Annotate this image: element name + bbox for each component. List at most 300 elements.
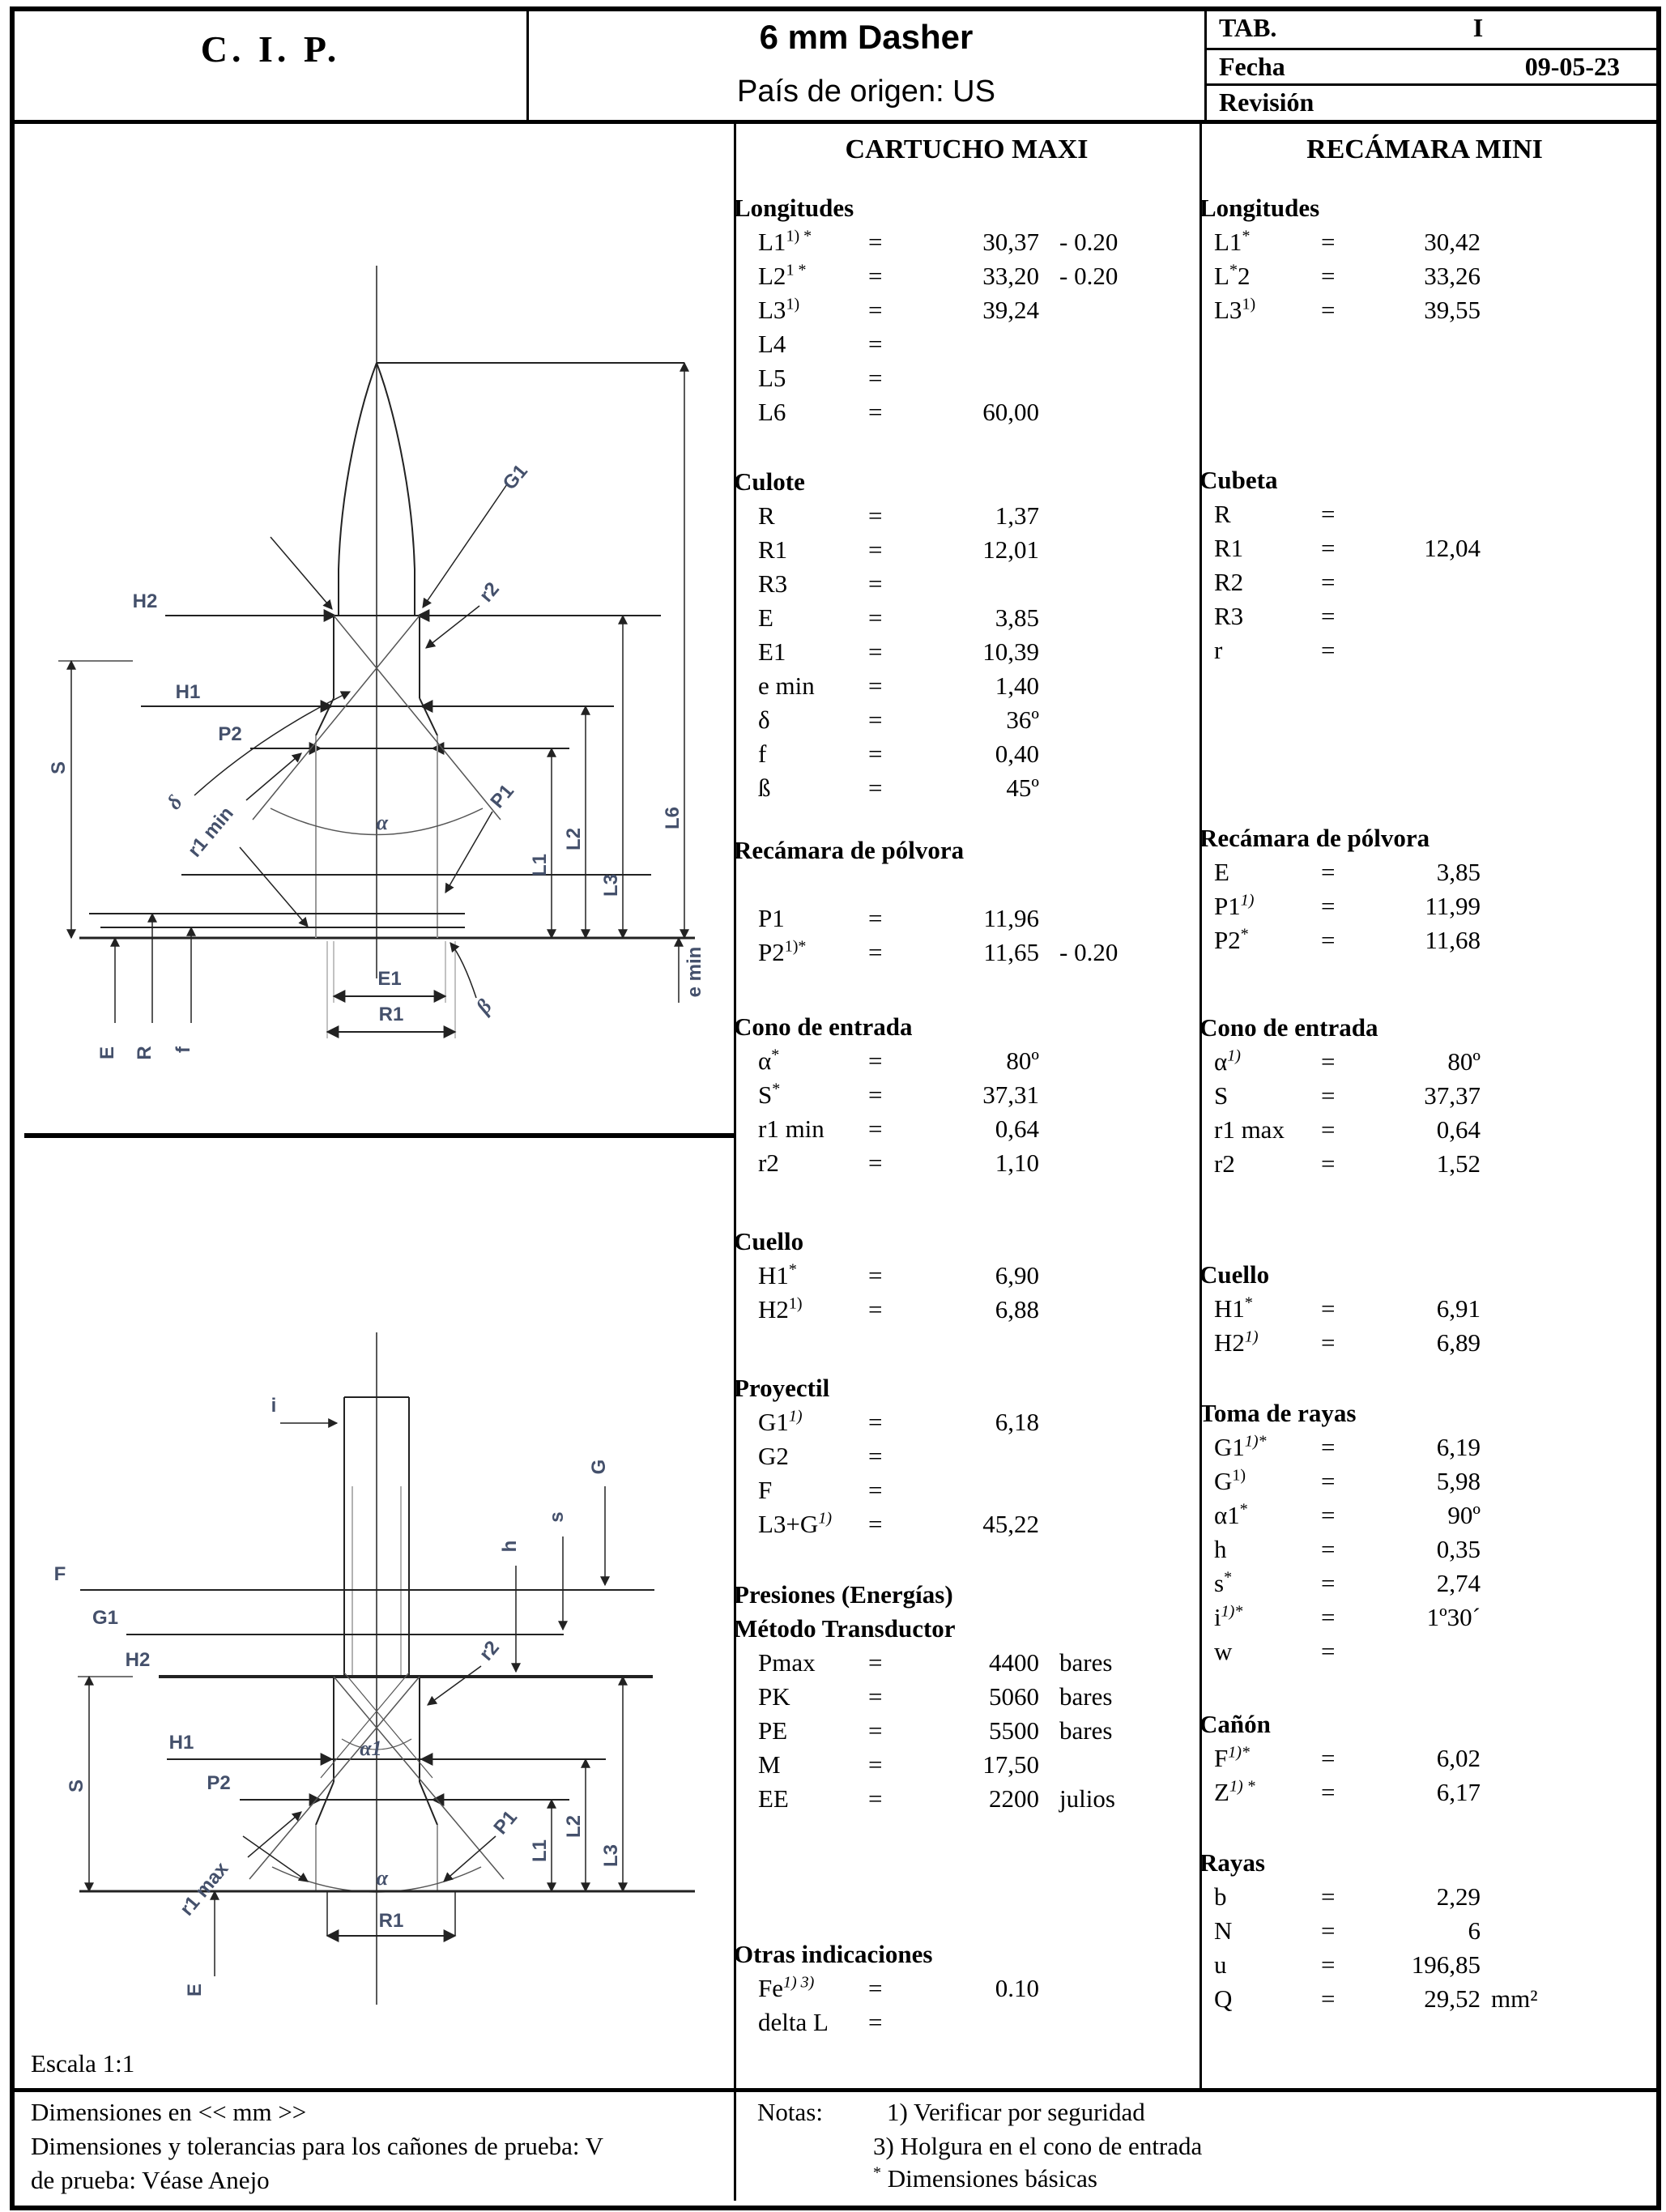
- cartridge-title: 6 mm Dasher: [759, 18, 974, 56]
- dimension-label: α1*: [1214, 1500, 1248, 1529]
- equals-sign: =: [868, 1974, 883, 2002]
- dimension-label: F: [758, 1476, 773, 1504]
- dimension-value: 1,10: [995, 1149, 1039, 1177]
- drawing-dimension-label: r1 min: [183, 802, 238, 862]
- drawing-dimension-label: G1: [92, 1607, 119, 1629]
- spec-row: [1199, 1045, 1650, 1079]
- spec-row: [1199, 1634, 1650, 1669]
- equals-sign: =: [1321, 1744, 1336, 1772]
- dimension-label: G2: [758, 1442, 789, 1470]
- spec-section: [1199, 1011, 1650, 1181]
- dimension-label: $L1^{1) *}$: [758, 227, 812, 256]
- dimension-value: 6,90: [995, 1261, 1039, 1289]
- equals-sign: =: [868, 739, 883, 768]
- tolerance-or-unit: mm²: [1491, 1984, 1538, 2013]
- spec-row: [734, 1112, 1199, 1146]
- spec-row: [1199, 1948, 1650, 1982]
- equals-sign: =: [868, 1750, 883, 1779]
- equals-sign: =: [1321, 1535, 1336, 1563]
- dimension-label: r: [1214, 636, 1223, 664]
- dimension-label: $L2^{1 *}$: [758, 261, 807, 290]
- drawing-dimension-label: P1: [486, 780, 519, 813]
- dimension-value: 0,64: [995, 1115, 1039, 1143]
- equals-sign: =: [1321, 1950, 1336, 1979]
- dimension-value: 12,04: [1424, 534, 1481, 562]
- tolerance-or-unit: julios: [1059, 1784, 1115, 1813]
- equals-sign: =: [868, 2008, 883, 2036]
- spec-row: [734, 1293, 1199, 1327]
- spec-row: [734, 499, 1199, 533]
- spec-row: [1199, 1880, 1650, 1914]
- equals-sign: =: [868, 1784, 883, 1813]
- dimension-value: 33,20: [982, 262, 1039, 290]
- equals-sign: =: [868, 228, 883, 256]
- equals-sign: =: [1321, 500, 1336, 528]
- equals-sign: =: [868, 1115, 883, 1143]
- dimension-value: 1º30´: [1426, 1603, 1481, 1631]
- drawing-dimension-label: H2: [125, 1649, 151, 1671]
- spec-section: [1199, 821, 1650, 957]
- equals-sign: =: [868, 296, 883, 324]
- footer-divider: [734, 2088, 736, 2201]
- dimension-value: 10,39: [982, 637, 1039, 666]
- drawing-dimension-label: e min: [684, 946, 705, 998]
- equals-sign: =: [1321, 228, 1336, 256]
- drawing-dimension-label: h: [499, 1540, 521, 1553]
- equals-sign: =: [1321, 636, 1336, 664]
- spec-row: [734, 259, 1199, 293]
- section-heading: Cubeta: [1199, 466, 1278, 494]
- tolerance-or-unit: bares: [1059, 1716, 1113, 1745]
- dimension-value: 1,40: [995, 671, 1039, 700]
- cartucho-maxi-drawing: [11, 120, 734, 1133]
- spec-row: [734, 225, 1199, 259]
- drawing-dimension-label: f: [173, 1046, 194, 1053]
- dimension-value: 39,55: [1424, 296, 1481, 324]
- dimension-label: R3: [1214, 602, 1244, 630]
- equals-sign: =: [1321, 1984, 1336, 2013]
- dimension-value: 30,37: [982, 228, 1039, 256]
- drawing-dimension-label: G: [588, 1459, 610, 1475]
- equals-sign: =: [868, 1408, 883, 1436]
- dimension-label: L*2: [1214, 261, 1251, 290]
- dimension-value: 1,37: [995, 501, 1039, 530]
- dimension-value: 6: [1468, 1916, 1481, 1945]
- drawing-dimension-label: r2: [475, 1636, 504, 1665]
- footer-separator-line: [10, 2088, 1656, 2092]
- dimension-value: 45º: [1006, 774, 1039, 802]
- equals-sign: =: [868, 501, 883, 530]
- dimension-value: 2,29: [1436, 1882, 1481, 1911]
- dimension-label: $Z^{1) *}$: [1214, 1777, 1255, 1806]
- dimension-value: 45,22: [982, 1510, 1039, 1538]
- equals-sign: =: [1321, 1328, 1336, 1357]
- spec-row: [734, 361, 1199, 395]
- spec-row: [734, 1146, 1199, 1180]
- spec-section: [1199, 191, 1650, 327]
- dimension-value: 17,50: [982, 1750, 1039, 1779]
- tolerance-or-unit: - 0.20: [1059, 228, 1118, 256]
- dimension-label: R: [758, 501, 775, 530]
- equals-sign: =: [1321, 1778, 1336, 1806]
- spec-section: [734, 465, 1199, 805]
- tolerance-or-unit: - 0.20: [1059, 262, 1118, 290]
- nota-1: 1) Verificar por seguridad: [887, 2098, 1145, 2126]
- dimension-label: PE: [758, 1716, 788, 1745]
- spec-row: [734, 327, 1199, 361]
- dimension-value: 0.10: [995, 1974, 1039, 2002]
- dimension-label: N: [1214, 1916, 1233, 1945]
- dimension-value: 0,64: [1436, 1115, 1481, 1144]
- dimension-label: $\alpha^{1)}$: [1214, 1046, 1241, 1076]
- spec-section: [734, 1225, 1199, 1327]
- section-heading: Toma de rayas: [1199, 1399, 1357, 1427]
- tolerance-or-unit: bares: [1059, 1682, 1113, 1711]
- equals-sign: =: [868, 262, 883, 290]
- dimension-label: r2: [758, 1149, 779, 1177]
- equals-sign: =: [1321, 892, 1336, 920]
- dimension-label: E1: [758, 637, 786, 666]
- spec-row: [1199, 1079, 1650, 1113]
- cartucho-maxi-column: [734, 120, 1199, 2039]
- dimension-value: 30,42: [1424, 228, 1481, 256]
- spec-row: [734, 1971, 1199, 2005]
- section-heading: Presiones (Energías): [734, 1580, 953, 1609]
- equals-sign: =: [868, 1295, 883, 1323]
- spec-section: [734, 1371, 1199, 1541]
- nota-3: 3) Holgura en el cono de entrada: [873, 2132, 1203, 2160]
- tolerance-or-unit: bares: [1059, 1648, 1113, 1677]
- spec-row: [1199, 1147, 1650, 1181]
- drawing-dimension-label: s: [546, 1511, 568, 1523]
- spec-row: [1199, 1292, 1650, 1326]
- spec-row: [1199, 1498, 1650, 1532]
- section-heading: Culote: [734, 467, 805, 496]
- header-row-line-2: [1204, 83, 1656, 86]
- equals-sign: =: [1321, 858, 1336, 886]
- equals-sign: =: [868, 1476, 883, 1504]
- drawing-dimension-label: i: [271, 1395, 277, 1417]
- drawing-dimension-label: P2: [207, 1772, 231, 1794]
- mini-title: RECÁMARA MINI: [1306, 134, 1543, 164]
- spec-row: [1199, 565, 1650, 599]
- spec-row: [734, 293, 1199, 327]
- dimension-value: 11,65: [983, 938, 1039, 966]
- dimension-label: b: [1214, 1882, 1227, 1911]
- section-heading: Recámara de pólvora: [1199, 824, 1430, 852]
- section-heading: Cuello: [1199, 1260, 1270, 1289]
- spec-row: [734, 635, 1199, 669]
- section-heading: Cono de entrada: [734, 1012, 913, 1041]
- section-subheading: Método Transductor: [734, 1614, 956, 1643]
- dimension-label: $Fe^{1) 3)}$: [758, 1973, 815, 2002]
- dimension-label: L4: [758, 330, 786, 358]
- dimension-label: R2: [1214, 568, 1244, 596]
- equals-sign: =: [1321, 1149, 1336, 1178]
- org-title: C. I. P.: [200, 28, 341, 70]
- equals-sign: =: [1321, 1467, 1336, 1495]
- spec-section: [734, 1937, 1199, 2039]
- equals-sign: =: [868, 603, 883, 632]
- drawing-dimension-label: G1: [498, 460, 532, 495]
- equals-sign: =: [1321, 1294, 1336, 1323]
- drawing-dimension-label: P1: [489, 1806, 522, 1839]
- spec-row: [734, 1748, 1199, 1782]
- spec-row: [734, 901, 1199, 936]
- dimension-value: 0,40: [995, 739, 1039, 768]
- dimension-label: r1 max: [1214, 1115, 1285, 1144]
- drawing-dimension-label: δ: [162, 791, 187, 814]
- dimension-value: 3,85: [1436, 858, 1481, 886]
- equals-sign: =: [1321, 262, 1336, 290]
- spec-row: [734, 1680, 1199, 1714]
- spec-row: [1199, 1914, 1650, 1948]
- dimension-label: R1: [758, 535, 788, 564]
- equals-sign: =: [868, 904, 883, 932]
- tab-label: TAB.: [1219, 13, 1277, 42]
- dimension-label: w: [1214, 1637, 1233, 1665]
- equals-sign: =: [868, 1716, 883, 1745]
- drawing-dimension-label: α1: [360, 1737, 382, 1760]
- dimension-label: M: [758, 1750, 781, 1779]
- dimension-label: H1*: [1214, 1294, 1253, 1323]
- equals-sign: =: [868, 1046, 883, 1075]
- equals-sign: =: [868, 1682, 883, 1711]
- equals-sign: =: [1321, 1115, 1336, 1144]
- equals-sign: =: [1321, 1047, 1336, 1076]
- dimension-label: delta L: [758, 2008, 829, 2036]
- drawing-dimension-label: S: [66, 1779, 87, 1793]
- spec-row: [734, 1259, 1199, 1293]
- dimension-value: 2200: [989, 1784, 1039, 1813]
- drawing-dimension-label: E: [96, 1046, 118, 1060]
- dimension-label: u: [1214, 1950, 1227, 1979]
- dimension-value: 90º: [1447, 1501, 1481, 1529]
- spec-row: [1199, 889, 1650, 923]
- dimension-label: s*: [1214, 1568, 1233, 1597]
- dimension-value: 11,96: [983, 904, 1039, 932]
- dimension-label: EE: [758, 1784, 789, 1813]
- dimension-value: 6,91: [1436, 1294, 1481, 1323]
- equals-sign: =: [1321, 296, 1336, 324]
- dimension-value: 29,52: [1424, 1984, 1481, 2013]
- drawing-dimension-label: L1: [529, 853, 551, 877]
- scale-note: Escala 1:1: [31, 2049, 135, 2078]
- equals-sign: =: [1321, 1433, 1336, 1461]
- spec-row: [1199, 1326, 1650, 1360]
- dimension-value: 33,26: [1424, 262, 1481, 290]
- dimension-label: H2$^{1)}$: [1214, 1328, 1259, 1357]
- dimension-value: 6,17: [1436, 1778, 1481, 1806]
- equals-sign: =: [1321, 1603, 1336, 1631]
- equals-sign: =: [868, 671, 883, 700]
- section-heading: Longitudes: [734, 194, 854, 222]
- dimension-label: r1 min: [758, 1115, 824, 1143]
- section-heading: Proyectil: [734, 1374, 830, 1402]
- drawing-dimension-label: L2: [563, 1814, 585, 1839]
- dimension-label: P2*: [1214, 925, 1249, 954]
- dimension-label: $G1^{1)*}$: [1214, 1432, 1267, 1461]
- header-divider-2: [1204, 11, 1207, 120]
- drawing-dimension-label: L2: [563, 827, 585, 851]
- dimension-label: ß: [758, 774, 771, 802]
- drawing2-labels: [54, 1395, 622, 1997]
- equals-sign: =: [868, 1442, 883, 1470]
- dimension-label: f: [758, 739, 767, 768]
- equals-sign: =: [1321, 926, 1336, 954]
- spec-section: [1199, 1396, 1650, 1669]
- dimension-label: h: [1214, 1535, 1227, 1563]
- dimension-value: 39,24: [982, 296, 1039, 324]
- dimension-label: S*: [758, 1080, 781, 1109]
- equals-sign: =: [868, 535, 883, 564]
- drawing-dimension-label: H2: [132, 590, 158, 612]
- drawing-dimension-label: r1 max: [176, 1857, 233, 1920]
- dimension-label: R3: [758, 569, 788, 598]
- equals-sign: =: [1321, 602, 1336, 630]
- equals-sign: =: [868, 938, 883, 966]
- spec-row: [1199, 923, 1650, 957]
- dimension-value: 5,98: [1436, 1467, 1481, 1495]
- spec-row: [1199, 1532, 1650, 1566]
- dimension-value: 1,52: [1436, 1149, 1481, 1178]
- dimension-label: H2$^{1)}$: [758, 1294, 803, 1323]
- equals-sign: =: [868, 1261, 883, 1289]
- dimension-value: 11,68: [1425, 926, 1481, 954]
- spec-row: [734, 567, 1199, 601]
- dimension-label: E: [758, 603, 773, 632]
- maxi-title: CARTUCHO MAXI: [845, 134, 1089, 164]
- spec-row: [734, 737, 1199, 771]
- equals-sign: =: [868, 569, 883, 598]
- revision-label: Revisión: [1219, 87, 1314, 117]
- dimension-label: P1$^{1)}$: [1214, 891, 1255, 920]
- dimension-value: 80º: [1447, 1047, 1481, 1076]
- spec-section: [734, 1010, 1199, 1180]
- spec-row: [734, 1646, 1199, 1680]
- spec-row: [1199, 855, 1650, 889]
- spec-row: [734, 1439, 1199, 1473]
- dimension-label: α*: [758, 1046, 780, 1075]
- drawing-dimension-label: L1: [529, 1839, 551, 1863]
- spec-row: [1199, 1430, 1650, 1464]
- spec-row: [734, 1044, 1199, 1078]
- spec-section: [734, 191, 1199, 429]
- header-divider-1: [526, 11, 529, 120]
- dimension-value: 5500: [989, 1716, 1039, 1745]
- dimension-label: r2: [1214, 1149, 1235, 1178]
- spec-row: [734, 1405, 1199, 1439]
- equals-sign: =: [1321, 1882, 1336, 1911]
- equals-sign: =: [1321, 1081, 1336, 1110]
- dimension-label: S: [1214, 1081, 1229, 1110]
- spec-row: [734, 601, 1199, 635]
- dimension-label: L1*: [1214, 227, 1251, 256]
- spec-section: [1199, 1258, 1650, 1360]
- drawing-dimension-label: r2: [475, 578, 504, 607]
- drawing-dimension-label: P2: [218, 723, 242, 745]
- dimension-label: Pmax: [758, 1648, 816, 1677]
- drawing-dimension-label: R: [134, 1046, 156, 1060]
- spec-row: [1199, 225, 1650, 259]
- dimension-label: $i^{1)*}$: [1214, 1602, 1243, 1631]
- spec-row: [1199, 1741, 1650, 1775]
- dimension-label: $G^{1)}$: [1214, 1466, 1246, 1495]
- dimension-value: 3,85: [995, 603, 1039, 632]
- dimension-label: Q: [1214, 1984, 1233, 2013]
- origin-line: País de origen: US: [737, 75, 995, 109]
- dimension-value: 11,99: [1425, 892, 1481, 920]
- dimension-label: H1*: [758, 1260, 797, 1289]
- drawing-dimension-label: L3: [600, 873, 622, 897]
- spec-row: [1199, 293, 1650, 327]
- dimension-value: 12,01: [982, 535, 1039, 564]
- equals-sign: =: [1321, 568, 1336, 596]
- equals-sign: =: [868, 637, 883, 666]
- dimension-label: $P2^{1)*}$: [758, 937, 807, 966]
- dimension-value: 37,31: [982, 1080, 1039, 1109]
- recamara-mini-drawing: [11, 1138, 734, 2086]
- nota-basicas: * Dimensiones básicas: [873, 2163, 1097, 2193]
- dimension-label: E: [1214, 858, 1229, 886]
- equals-sign: =: [868, 1080, 883, 1109]
- blank-line: [734, 867, 1199, 901]
- section-heading: Cañón: [1199, 1710, 1271, 1738]
- spec-row: [1199, 633, 1650, 667]
- dimension-label: $F^{1)*}$: [1214, 1743, 1250, 1772]
- spec-row: [734, 1078, 1199, 1112]
- recamara-mini-column: [1199, 120, 1650, 2016]
- dimension-value: 6,02: [1436, 1744, 1481, 1772]
- notas-label: Notas:: [757, 2098, 823, 2126]
- dimension-label: L6: [758, 398, 786, 426]
- dimension-value: 4400: [989, 1648, 1039, 1677]
- spec-section: [1199, 463, 1650, 667]
- spec-row: [1199, 531, 1650, 565]
- drawing-dimension-label: E1: [377, 968, 402, 990]
- spec-row: [1199, 497, 1650, 531]
- dimension-label: L5: [758, 364, 786, 392]
- equals-sign: =: [868, 1648, 883, 1677]
- spec-row: [734, 936, 1199, 970]
- dimension-value: 5060: [989, 1682, 1039, 1711]
- drawing-dimension-label: L3: [600, 1843, 622, 1868]
- drawing-dimension-label: S: [48, 761, 70, 775]
- dimension-value: 6,18: [995, 1408, 1039, 1436]
- footer-tolerances-line: Dimensiones y tolerancias para los cañones de prueba: V: [31, 2132, 604, 2160]
- section-heading: Otras indicaciones: [734, 1940, 933, 1968]
- spec-row: [1199, 259, 1650, 293]
- drawing-dimension-label: H1: [168, 1732, 194, 1754]
- equals-sign: =: [1321, 1569, 1336, 1597]
- spec-row: [1199, 1566, 1650, 1600]
- section-heading: Cono de entrada: [1199, 1013, 1378, 1042]
- dimension-value: 0,35: [1436, 1535, 1481, 1563]
- spec-row: [1199, 1600, 1650, 1634]
- equals-sign: =: [868, 705, 883, 734]
- spec-section: [1199, 1707, 1650, 1809]
- dimension-value: 36º: [1006, 705, 1039, 734]
- spec-section: [734, 833, 1199, 970]
- spec-row: [1199, 599, 1650, 633]
- equals-sign: =: [868, 1149, 883, 1177]
- drawing-dimension-label: α: [376, 811, 389, 834]
- drawing-dimension-label: H1: [175, 681, 201, 703]
- dimension-value: 2,74: [1436, 1569, 1481, 1597]
- spec-row: [734, 1714, 1199, 1748]
- spec-section: [1199, 1846, 1650, 2016]
- drawing-dimension-label: R1: [378, 1004, 404, 1025]
